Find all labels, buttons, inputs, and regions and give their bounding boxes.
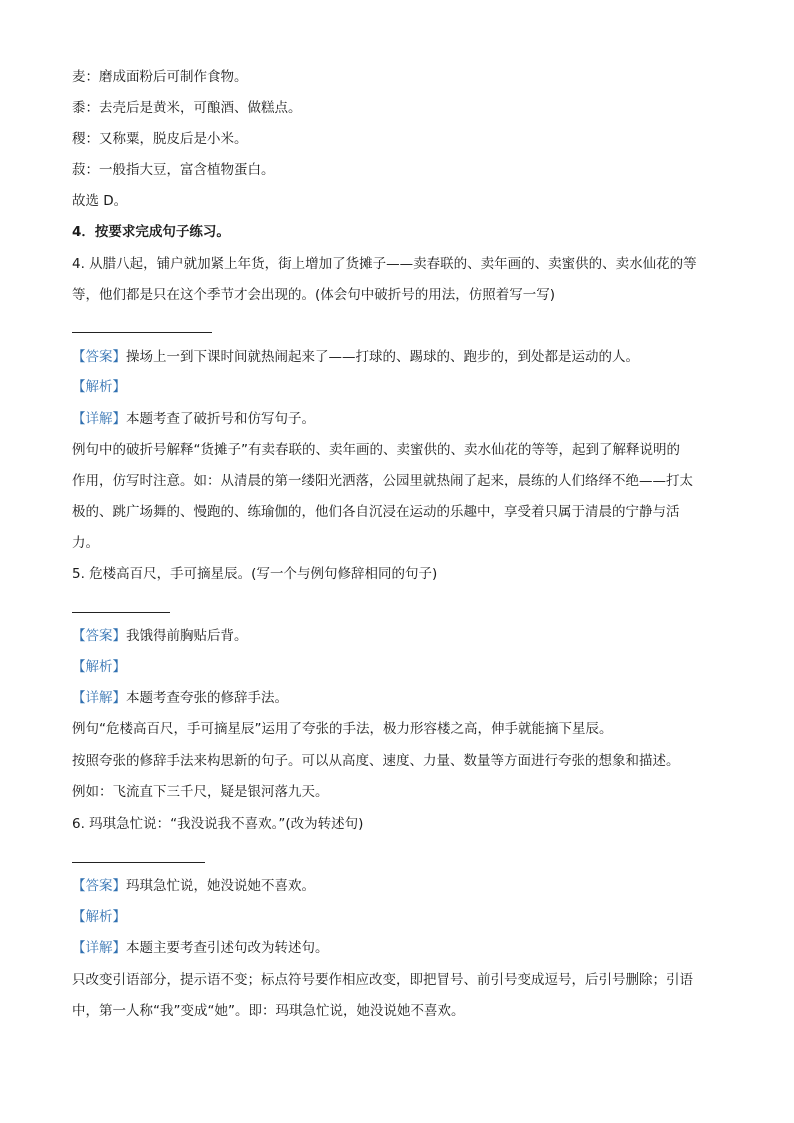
answer-blank-line xyxy=(72,612,170,613)
answer-tag: 【答案】 xyxy=(72,878,126,894)
explanation-line: 作用，仿写时注意。如：从清晨的第一缕阳光洒落，公园里就热闹了起来，晨练的人们络绎不绝——打太 xyxy=(72,473,693,489)
answer-tag: 【答案】 xyxy=(72,628,126,644)
detail-text: 本题主要考查引述句改为转述句。 xyxy=(126,940,329,956)
answer-line xyxy=(72,627,732,645)
explanation-line: 按照夸张的修辞手法来构思新的句子。可以从高度、速度、力量、数量等方面进行夸张的想象和描述。 xyxy=(72,753,680,769)
glossary-shu2: 菽：一般指大豆，富含植物蛋白。 xyxy=(72,162,275,178)
detail-tag: 【详解】 xyxy=(72,940,126,956)
glossary-ji: 稷：又称粟，脱皮后是小米。 xyxy=(72,131,248,147)
answer-text: 我饿得前胸贴后背。 xyxy=(126,628,248,644)
detail-tag: 【详解】 xyxy=(72,411,126,427)
detail-line xyxy=(72,939,732,957)
answer-blank-line xyxy=(72,862,205,863)
answer-blank-line xyxy=(72,332,212,333)
choice-line: 故选 D。 xyxy=(72,193,128,209)
question-6-prompt: 6. 玛琪急忙说：“我没说我不喜欢。”(改为转述句) xyxy=(72,816,364,832)
explanation-line: 力。 xyxy=(72,535,99,551)
explanation-line: 例如：飞流直下三千尺，疑是银河落九天。 xyxy=(72,784,329,800)
question-4-prompt-line-1: 4. 从腊八起，铺户就加紧上年货，街上增加了货摊子——卖春联的、卖年画的、卖蜜供的、卖水仙花的等 xyxy=(72,256,697,272)
detail-line xyxy=(72,410,732,428)
explanation-line: 例句“危楼高百尺，手可摘星辰”运用了夸张的手法，极力形容楼之高，伸手就能摘下星辰。 xyxy=(72,721,613,737)
glossary-shu: 黍：去壳后是黄米，可酿酒、做糕点。 xyxy=(72,100,302,116)
analysis-tag: 【解析】 xyxy=(72,909,126,925)
detail-text: 本题考查夸张的修辞手法。 xyxy=(126,690,288,706)
explanation-line: 例句中的破折号解释“货摊子”有卖春联的、卖年画的、卖蜜供的、卖水仙花的等等，起到了解释说明的 xyxy=(72,442,680,458)
explanation-line: 极的、跳广场舞的、慢跑的、练瑜伽的，他们各自沉浸在运动的乐趣中，享受着只属于清晨的宁静与活 xyxy=(72,504,680,520)
explanation-line: 只改变引语部分，提示语不变；标点符号要作相应改变，即把冒号、前引号变成逗号，后引号删除；引语 xyxy=(72,972,693,988)
section-title: 4．按要求完成句子练习。 xyxy=(72,224,230,240)
answer-line xyxy=(72,877,732,895)
analysis-tag: 【解析】 xyxy=(72,659,126,675)
detail-tag: 【详解】 xyxy=(72,690,126,706)
answer-text: 操场上一到下课时间就热闹起来了——打球的、踢球的、跑步的，到处都是运动的人。 xyxy=(126,349,639,365)
answer-line xyxy=(72,348,732,366)
explanation-line: 中，第一人称“我”变成“她”。即：玛琪急忙说，她没说她不喜欢。 xyxy=(72,1003,465,1019)
detail-line xyxy=(72,689,732,707)
analysis-tag: 【解析】 xyxy=(72,379,126,395)
question-4-prompt-line-2: 等，他们都是只在这个季节才会出现的。(体会句中破折号的用法，仿照着写一写) xyxy=(72,287,556,303)
question-5-prompt: 5. 危楼高百尺，手可摘星辰。(写一个与例句修辞相同的句子) xyxy=(72,566,438,582)
answer-text: 玛琪急忙说，她没说她不喜欢。 xyxy=(126,878,315,894)
answer-tag: 【答案】 xyxy=(72,349,126,365)
detail-text: 本题考查了破折号和仿写句子。 xyxy=(126,411,315,427)
glossary-mai: 麦：磨成面粉后可制作食物。 xyxy=(72,69,248,85)
